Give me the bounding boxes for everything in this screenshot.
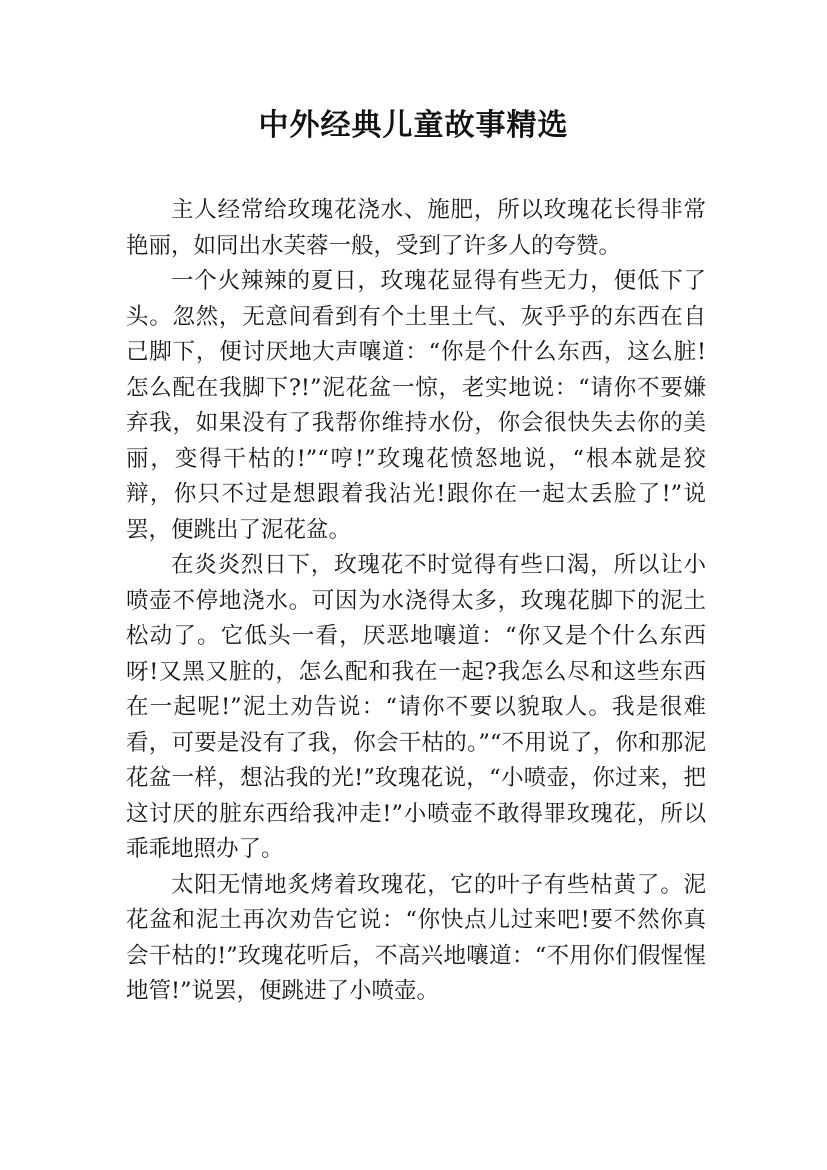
paragraph-2: 一个火辣辣的夏日，玫瑰花显得有些无力，便低下了头。忽然，无意间看到有个土里土气、灰乎乎的东西在自己脚下，便讨厌地大声嚷道：“你是个什么东西，这么脏!怎么配在我脚下?!”泥花盆一惊，老实地说：“请你不要嫌弃我，如果没有了我帮你维持水份，你会很快失去你的美丽，变得干枯的!”“哼!”玫瑰花愤怒地说，“根本就是狡辩，你只不过是想跟着我沾光!跟你在一起太丢脸了!”说罢，便跳出了泥花盆。 xyxy=(126,268,706,543)
paragraph-4: 太阳无情地炙烤着玫瑰花，它的叶子有些枯黄了。泥花盆和泥土再次劝告它说：“你快点儿过来吧!要不然你真会干枯的!”玫瑰花听后，不高兴地嚷道：“不用你们假惺惺地管!”说罢，便跳进了小喷壶。 xyxy=(126,871,706,1004)
paragraph-1: 主人经常给玫瑰花浇水、施肥，所以玫瑰花长得非常艳丽，如同出水芙蓉一般，受到了许多人的夸赞。 xyxy=(126,197,706,259)
document-title: 中外经典儿童故事精选 xyxy=(258,108,569,143)
paragraph-3: 在炎炎烈日下，玫瑰花不时觉得有些口渴，所以让小喷壶不停地浇水。可因为水浇得太多，玫瑰花脚下的泥土松动了。它低头一看，厌恶地嚷道：“你又是个什么东西呀!又黑又脏的，怎么配和我在一起?我怎么尽和这些东西在一起呢!”泥土劝告说：“请你不要以貌取人。我是很难看，可要是没有了我，你会干枯的。”“不用说了，你和那泥花盆一样，想沾我的光!”玫瑰花说，“小喷壶，你过来，把这讨厌的脏东西给我冲走!”小喷壶不敢得罪玫瑰花，所以乖乖地照办了。 xyxy=(126,552,706,862)
story-body xyxy=(126,193,706,1010)
